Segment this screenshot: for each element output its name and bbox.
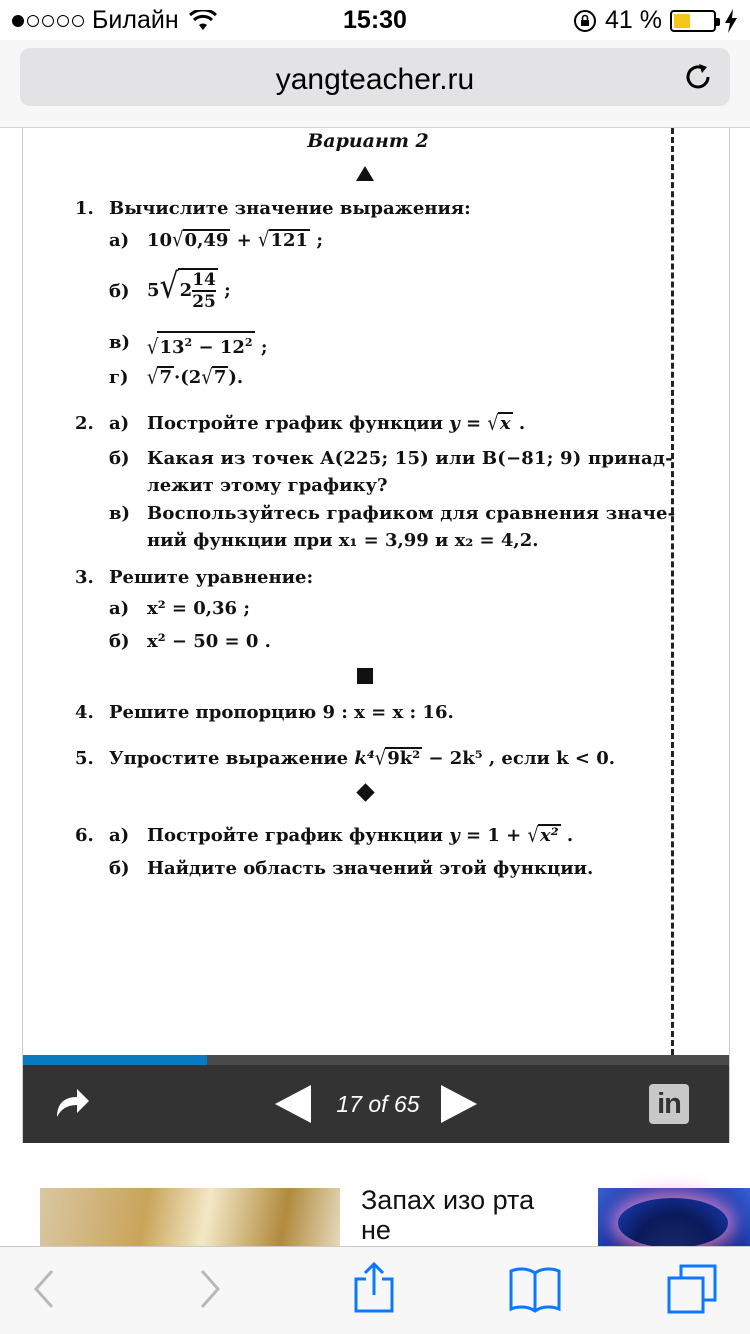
- rotation-lock-icon: [573, 9, 597, 33]
- ad-strip[interactable]: [0, 1143, 750, 1246]
- ad-image[interactable]: [40, 1188, 340, 1246]
- ad-image-secondary[interactable]: [598, 1188, 750, 1246]
- bookmarks-icon[interactable]: [508, 1265, 562, 1313]
- document-viewer[interactable]: [22, 128, 730, 1143]
- triangle-level-icon: [356, 166, 374, 181]
- ad-title[interactable]: Запах изо рта не: [361, 1185, 535, 1245]
- browser-header: [0, 40, 750, 128]
- diamond-level-icon: [356, 783, 374, 801]
- progress-bar[interactable]: [23, 1055, 729, 1065]
- document-page: Вариант 2 1. Вычислите значение выражения: а) 10√0,49 + √121 ; б) 5√2 $\frac{14}{25}$ ; в) $√13^2 - 12^2$ ; г) √7 ·(2√7 ). 2. а) Постройте график функции y = √x . б) Какая из точек A(225; 15) или B(−81; 9) принад- лежит этому графику? в) Воспользуйтесь графиком для сравнения значе- ний функции при x₁ = 3,99 и x₂ = 4,2. 3. Решите уравнение: а) x² = 0,36 ; б) x² − 50 = 0 . 4. Решите пропорцию 9 : x = x : 16. 5. Упростите выражение k⁴√9k² − 2k⁵ , если k < 0. 6. а) Постройте график функции y = 1 + √x² . б) Найдите область значений этой функции.: [23, 128, 729, 1055]
- clock: 15:30: [343, 6, 407, 34]
- forward-icon[interactable]: [196, 1267, 224, 1311]
- url-text[interactable]: yangteacher.ru: [275, 63, 475, 96]
- battery-icon: [670, 10, 716, 32]
- battery-percent: 41 %: [605, 6, 662, 34]
- next-page-button[interactable]: [441, 1085, 477, 1123]
- back-icon[interactable]: [30, 1267, 58, 1311]
- square-level-icon: [357, 668, 373, 684]
- battery-level: [674, 14, 690, 28]
- prev-page-button[interactable]: [275, 1085, 311, 1123]
- status-bar: [0, 0, 750, 40]
- cut-line: [671, 128, 674, 1055]
- linkedin-icon[interactable]: in: [649, 1084, 689, 1124]
- page-indicator: 17 of 65: [336, 1091, 420, 1117]
- reload-icon[interactable]: [682, 61, 714, 93]
- address-bar[interactable]: [20, 48, 730, 106]
- charging-icon: [724, 9, 738, 33]
- tabs-icon[interactable]: [666, 1263, 718, 1315]
- carrier-name: Билайн: [92, 6, 179, 34]
- browser-toolbar: [0, 1246, 750, 1334]
- progress-fill: [23, 1055, 207, 1065]
- share-icon[interactable]: [352, 1261, 396, 1313]
- viewer-toolbar: [23, 1065, 729, 1143]
- share-arrow-icon[interactable]: [53, 1087, 91, 1119]
- variant-title: Вариант 2: [307, 130, 429, 152]
